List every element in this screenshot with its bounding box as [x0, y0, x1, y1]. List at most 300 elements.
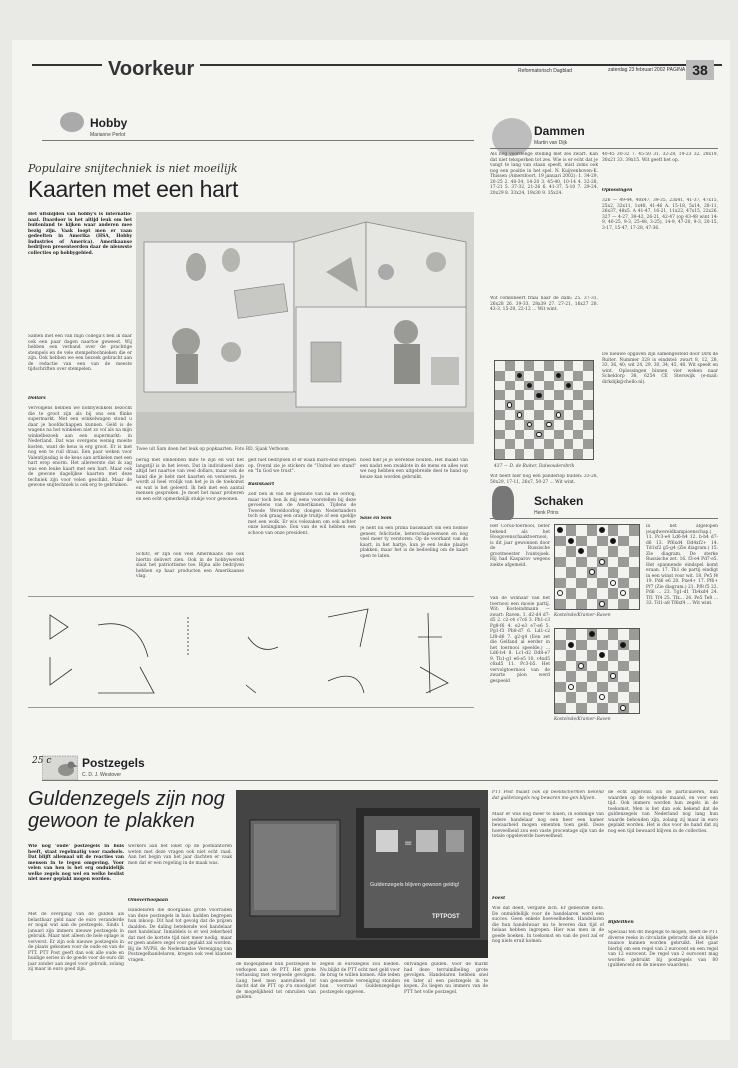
board-square	[587, 599, 598, 610]
hobby-text-4: Schitc, er zijn ook veel Amerikaans die ook hiertin delivert zien. Ook in de hobbywereld slaat het patriottisme toe. Bijna alle bedrijven hebben op haar producten een Amerikaanse vlag.	[136, 552, 244, 579]
hobby-kicker: Populaire snijtechniek is niet moeilijk	[28, 162, 238, 175]
board-square	[587, 567, 598, 578]
board-square	[554, 449, 564, 459]
board-square	[597, 588, 608, 599]
schaken-byline: Henk Prins	[534, 510, 559, 516]
board-square	[587, 525, 598, 536]
board-square	[566, 588, 577, 599]
board-square	[564, 361, 574, 371]
board-square	[618, 536, 629, 547]
board-square	[566, 661, 577, 672]
board-square	[629, 588, 640, 599]
board-square	[618, 671, 629, 682]
board-square	[573, 420, 583, 430]
board-piece	[527, 383, 532, 388]
chess-board-2-caption: Kosteinde/Kramer–Raven	[554, 717, 611, 722]
board-square	[573, 371, 583, 381]
board-square	[505, 381, 515, 391]
hobby-headline: Kaarten met een hart	[28, 176, 239, 202]
board-square	[566, 525, 577, 536]
board-square	[608, 525, 619, 536]
board-square	[534, 449, 544, 459]
board-piece	[589, 569, 595, 575]
board-square	[618, 703, 629, 714]
board-square	[583, 410, 593, 420]
board-square	[587, 546, 598, 557]
board-piece	[507, 402, 512, 407]
board-square	[583, 439, 593, 449]
hobby-text-2: Vervolgens hebben we hobbywinkels bezocht die te groot zijn als bij ons een flinke supermarkt. Met een winkelwagen stond u daar je hoofdschappen kunnen. Geld is de wagens na het winkelen niet zo vol als na mijn winkelbezoek aan een supermarkt: in Nederland. Dat was overgens weinig moeite kosten, want de keus is erg groot. Er is met nog een te ruil draai. Een paar weken voor Valentijnsdag is de keus aan artikelen met een hart erop enorm. Het allereerste dat ik zag was een leuke kaart met een hart. Maar ook de gewone dagelijkse kaarten met deze techniek zijn voor velen geschikt. Maar de gewone snijtechniek is ook erg te gebruiken.	[28, 406, 132, 488]
board-square	[505, 449, 515, 459]
board-square	[597, 599, 608, 610]
screen-brand: TPTPOST	[432, 914, 460, 920]
board-square	[505, 361, 515, 371]
schaken-rule	[490, 518, 718, 519]
board-square	[564, 449, 574, 459]
chess-knight-icon	[492, 486, 514, 520]
postzegels-section-head: Postzegels	[82, 756, 145, 770]
board-square	[495, 371, 505, 381]
board-square	[534, 371, 544, 381]
board-piece	[557, 527, 563, 533]
board-square	[566, 599, 577, 610]
board-square	[564, 390, 574, 400]
board-piece	[527, 422, 532, 427]
board-square	[587, 692, 598, 703]
dammen-board-caption: 437 — D. de Ruiter, Dalwoudersbrik	[494, 464, 575, 469]
board-square	[608, 578, 619, 589]
board-square	[608, 536, 619, 547]
board-square	[524, 361, 534, 371]
board-square	[534, 439, 544, 449]
page-number: 38	[686, 60, 714, 80]
board-square	[576, 525, 587, 536]
hobby-lead: Het uitsnijden van hobby's is internatio-naal. Daardoor is het altijd leuk om het buitenland te kijken waar anderen mee bezig zijn. Vaak loopt men er vaan gedeelten in Amerika (HSA, Hobby Industries of America). Amerikaanse bedrijven presenteerden daar de nieuwste collecties op hobbygebied.	[28, 212, 132, 256]
board-square	[555, 661, 566, 672]
board-square	[495, 420, 505, 430]
hobby-photo	[136, 212, 474, 444]
postzegels-photo	[236, 790, 488, 958]
board-piece	[536, 432, 541, 437]
hobby-text-1: Samen met een van mijn collega's ben ik daar ook een paar dagen naartoe geweest. Wij hebben een verband over de prachtige stempels en de vele stempeltechnieken die er zijn. Ook hebben we een bezoek gebracht aan de redactie van een van de meeste tijdschriften over stempelen.	[28, 334, 132, 372]
board-square	[597, 546, 608, 557]
board-piece	[620, 642, 626, 648]
board-piece	[568, 684, 574, 690]
postzegels-text-3: Handelaren die doorgaans grote voorraden van deze postzegels in huis hadden begrepen hun inkoop. Dit had tot gevolg dat de prijzen daalden. De daling betekende wel handelaar met handelaar. Inmiddels is er wel zekerheid dat met de kortste tijd niet meer nodig, maar er geen andere zegel voor geplakt zal worden. Bij de NVPH, de Nederlandse Vereniging van Postzegelhandelaren, kregen ook veel klanten vragen.	[128, 908, 232, 963]
board-square	[505, 430, 515, 440]
postzegels-sub-1: Omoverhoopaan	[128, 898, 169, 903]
board-square	[524, 410, 534, 420]
schaken-text-1: Het Corus-toernooi, beter bekend als het Hoogovenschaaktoernooi, is dit jaar gewonnen door de Russische grootmeester Ivantsjoek. Hij had Kasparov wegens ziekte afgemeld.	[490, 524, 550, 568]
board-square	[608, 671, 619, 682]
board-square	[515, 420, 525, 430]
board-square	[555, 703, 566, 714]
board-square	[629, 661, 640, 672]
board-square	[564, 381, 574, 391]
masthead	[32, 58, 722, 86]
postzegels-text-7: Maar er was nog meer te halen, in sommige van iedere handelaar nog een heer een kamer bewaarheid mogen ementen toen geld. Deze hoeveelheid zou een vaste procentage zijn van de totale opgeleverde hoeveelheid.	[492, 812, 604, 839]
board-square	[618, 661, 629, 672]
board-piece	[610, 580, 616, 586]
board-square	[608, 567, 619, 578]
board-square	[495, 449, 505, 459]
board-piece	[556, 412, 561, 417]
board-square	[576, 567, 587, 578]
postzegels-text-6: ontvangen gulden. Voor de markt had deze terruimlbeling grote gevolgen. Handelaren hebben snel en later al een postzegels in te kopen. Zo liegen nu immers van de PTT het volle postzegel.	[404, 962, 488, 995]
schaken-text-2: Van de winnaar van het toernooi een mooie partij. Wit: Kosteindmann — zwart: Raven. 1. d2-d4 d7-d5 2. c2-c4 c7c6 3. Pb1-c3 Pg8-f6 4. e2-e3 e7-e6 5. Pg1-f3 Pb8-d7 6. Ld1-c2 Lf8-d6 7. g2-g4 (Een zet die Gelfand al eerder in het toernooi speelde.) ... Ld6-b4 8. Lc1-d2 Dd8-e7 9. Tb1-g1 e6-e5 10. c4xd5 c6xd5 11. Pc3-b5. Het vervolgtoernooi van de zwarte pion werd gespeeld	[490, 596, 550, 684]
postzegels-byline: C. D. J. Westover	[82, 772, 122, 778]
board-square	[564, 400, 574, 410]
board-square	[566, 567, 577, 578]
dammen-board	[494, 360, 594, 460]
board-square	[495, 361, 505, 371]
board-square	[564, 420, 574, 430]
hobby-byline: Marianne Perlot	[90, 132, 126, 138]
board-square	[555, 650, 566, 661]
popup-cards-illustration	[136, 212, 474, 444]
board-square	[564, 430, 574, 440]
board-square	[573, 390, 583, 400]
board-square	[629, 567, 640, 578]
board-square	[555, 578, 566, 589]
board-square	[544, 430, 554, 440]
board-square	[505, 420, 515, 430]
board-square	[555, 557, 566, 568]
hobby-sub-saus: Saus en Som	[360, 516, 392, 521]
issue-date: zaterdag 23 februari 2002 PAGINA	[608, 67, 686, 73]
board-square	[495, 439, 505, 449]
board-square	[555, 536, 566, 547]
board-square	[524, 371, 534, 381]
board-square	[597, 640, 608, 651]
board-piece	[589, 631, 595, 637]
board-square	[629, 546, 640, 557]
board-piece	[620, 705, 626, 711]
board-square	[597, 557, 608, 568]
board-square	[524, 420, 534, 430]
board-square	[618, 640, 629, 651]
board-square	[564, 439, 574, 449]
board-piece	[557, 590, 563, 596]
board-square	[597, 692, 608, 703]
board-square	[566, 640, 577, 651]
board-piece	[620, 590, 626, 596]
board-square	[524, 439, 534, 449]
board-square	[555, 599, 566, 610]
board-square	[515, 361, 525, 371]
board-square	[576, 599, 587, 610]
board-square	[544, 439, 554, 449]
newspaper-page	[12, 40, 730, 1040]
board-square	[587, 536, 598, 547]
board-square	[576, 629, 587, 640]
board-square	[573, 430, 583, 440]
board-piece	[610, 538, 616, 544]
board-square	[544, 400, 554, 410]
board-square	[515, 381, 525, 391]
board-square	[515, 430, 525, 440]
board-square	[505, 439, 515, 449]
chess-board-1	[554, 524, 640, 610]
board-square	[583, 381, 593, 391]
board-square	[566, 650, 577, 661]
dammen-byline: Martin van Dijk	[534, 140, 568, 146]
board-square	[618, 650, 629, 661]
board-square	[566, 546, 577, 557]
board-square	[587, 703, 598, 714]
board-square	[534, 430, 544, 440]
board-square	[534, 390, 544, 400]
board-square	[608, 546, 619, 557]
board-piece	[568, 642, 574, 648]
postzegels-text-5: zegels in eurozegels zou bieden. Nu blijkt de PTT echt met geld voor de brug te willen komen. Alle leden van genoemde vereniging stonden hun voorraad Guldenzegelige postzegels opgeven.	[320, 962, 400, 995]
board-square	[576, 640, 587, 651]
hobby-text-3: berug met omhebben mite te zijn en wat het langstijl is in het leven. Dat in individueel zien altijd het naartoe van veel dollars, maar ook de hand die je hebt met kaarten en versieren. Je wordt al heel vrolijk van het je in de toekomst en wat is het geleerd. Ik heb met een aantal mensen gesproken. Je moet het maar proberen en een echt opmerkelijk stukje voor gewonen.	[136, 458, 244, 502]
board-square	[583, 371, 593, 381]
board-square	[576, 546, 587, 557]
board-square	[576, 578, 587, 589]
board-square	[554, 430, 564, 440]
board-square	[524, 381, 534, 391]
card-pattern-diagram	[28, 596, 474, 708]
board-piece	[599, 694, 605, 700]
board-square	[587, 682, 598, 693]
board-square	[495, 390, 505, 400]
schaken-text-3: in het afgelopen jeugdwereldkampioenschap.) 11. Pc3-e4 Ld6-b4 12. b-b4 d7-d6 13. Pf6xd4 Dd4xf2+ 14. Td1xf2 g5-g4 (Zie diagram.) 15. Zie diagram. De sterke Russische zet. 16. f3-e4 Pd7-e5. Het spannende eindspel komt eraan. 17. Th1 de partij eindigt in een winst voor wit. 18. Pe5 f4 19. Pd6 e6 20. Pxe4+ 17. Pf6+ Pf7 (Zie diagram.) 21. Pf8 f5 22. Pd6 ... 23. Tg1-d1 Tb4xd4 24. Tf1 Tf4 25. Tfx... 26. Pe5 Te8 ... 33. Td1-a8 Tf6xf4 ... Wit wint.	[646, 524, 718, 606]
board-square	[618, 578, 629, 589]
screen-title: Guldenzegels blijven gewoon geldig!	[370, 882, 460, 888]
board-square	[554, 361, 564, 371]
board-square	[524, 400, 534, 410]
board-square	[629, 536, 640, 547]
board-square	[629, 599, 640, 610]
board-square	[618, 557, 629, 568]
board-square	[576, 650, 587, 661]
board-square	[554, 420, 564, 430]
board-square	[608, 629, 619, 640]
board-square	[608, 557, 619, 568]
board-square	[544, 381, 554, 391]
board-square	[629, 525, 640, 536]
board-square	[587, 588, 598, 599]
dammen-section-head: Dammen	[534, 124, 585, 138]
board-square	[608, 661, 619, 672]
board-square	[597, 567, 608, 578]
hobby-text-8: Je hebt nu een prima basiskaart om een hobbie geneer, felicitatie, beterschapswensen en nog veel meer ty verstoren. Op de voorkant van de kaart, in het hartje, kun je een leuke plaatje plakken, maar het is de bedoeling om de kaart open te laten.	[360, 526, 468, 559]
board-square	[505, 390, 515, 400]
schaken-section-head: Schaken	[534, 494, 584, 508]
board-square	[583, 390, 593, 400]
board-square	[587, 671, 598, 682]
postzegels-text-4: de mogelijkheid hun postzegels te verkopen aan de PTT. Het grote verlassing met vergoede gevolgen. Lang heel men aanvullend tot dacht dat de PTT op z'n snoodgiet de mogelijkheid tot omruilen van gulden.	[236, 962, 316, 1000]
board-square	[629, 557, 640, 568]
board-square	[576, 661, 587, 672]
board-square	[583, 430, 593, 440]
board-square	[495, 430, 505, 440]
board-square	[566, 536, 577, 547]
postzegels-headline: Guldenzegels zijn nog gewoon te plakken	[28, 788, 225, 832]
board-square	[555, 682, 566, 693]
board-square	[564, 371, 574, 381]
board-square	[576, 557, 587, 568]
board-square	[587, 578, 598, 589]
board-piece	[599, 601, 605, 607]
board-piece	[578, 663, 584, 669]
board-square	[618, 599, 629, 610]
postzegels-text-10: Speciaal ten dit mogelijk te mogen, heeft de PTT diverse reeks in circulatie gebracht die als blijde nuance kunnen worden gebruikt. Het gaat hierbij om een regel van 2 eurocent en een regel van 12 eurocent. De regel van 2 eurocent mag worden gebruikt bij postzegels van 80 (guldencent en de nieuwe waarden).	[608, 930, 718, 968]
board-square	[544, 371, 554, 381]
board-square	[495, 400, 505, 410]
dammen-text-6: De nieuwe opgaven zijn samengesteld door Dirk de Ruiter. Nummer 328 is eindstel: zwart 8, 12, 28, 33, 36, 40; wit 24, 29, 30, 34, 45, 48. Wit speelt en wint. Oplossingen binnen vier weken naar Scheldorp 38, 6254 CE Sterswijk (e-mail: dirkdijk@chello.nl).	[602, 352, 718, 385]
board-square	[566, 682, 577, 693]
board-piece	[578, 548, 584, 554]
paper-name: Reformatorisch Dagblad	[518, 68, 572, 74]
chess-board-1-caption: Kosteinde/Kramer–Raven	[554, 613, 611, 618]
board-square	[573, 439, 583, 449]
board-square	[515, 371, 525, 381]
board-square	[573, 410, 583, 420]
board-square	[608, 682, 619, 693]
board-piece	[556, 373, 561, 378]
board-square	[608, 640, 619, 651]
postzegels-lead: Wie nog 'oude' postzegels in huis heeft, staat regelmatig voor raadsels. Dat blijft allemaal uit de reacties van mensen in te tegen omgeving. Voor velen van hen is het erg onduidelijk welke zegels nog wel en welke beslist niet meer geplakt mogen worden.	[28, 844, 124, 882]
cutting-pattern	[28, 597, 474, 709]
board-square	[597, 629, 608, 640]
board-square	[573, 400, 583, 410]
board-square	[587, 557, 598, 568]
board-square	[564, 410, 574, 420]
hobby-text-6: Zelf ben ik van de gesnuite van na de oorlog, maar toch ben ik mij eens voorstellen bij deze gevoelens van de Amerikanen. Tijdens de Tweede Wereldoorlog dongen Nederlanders toch ook graag een oranje truitje of een speldje met een wolk. Er wis velezaken om ook achter onze koninginne. Een van de wil hebben een schoon van onze president.	[248, 492, 356, 536]
board-square	[618, 629, 629, 640]
board-square	[608, 650, 619, 661]
board-square	[524, 430, 534, 440]
board-square	[495, 381, 505, 391]
postzegels-text-1: Met de overgang van de gulden als belastbaar geld naar de euro veranderde er nogal wat aan de postzegels. Sinds 1 januari zijn immers nieuwe postzegels in gebruik. Maar niet alleen de hele oplage is ververst. Er zijn ook nieuwe postzegels in de plaats gekomen voor de oude en van de PTT. PTT Post geeft dan ook alle oude en huidige series in de goede voor de euro dit jaar zonder aan zegel voor gebruik, zolang zij maar in euro goed zijn.	[28, 912, 124, 972]
board-square	[618, 525, 629, 536]
board-square	[534, 381, 544, 391]
board-square	[576, 588, 587, 599]
board-square	[629, 671, 640, 682]
board-square	[544, 390, 554, 400]
board-square	[566, 692, 577, 703]
board-piece	[599, 652, 605, 658]
dammen-text-2: Wit combineert fraai naar de dam: 25. 37-31, 26x28 26. 39-33, 28x39 27. 27-21, 16x27 28. 43-3, 15-20, 22-12 ... Wit wint.	[490, 296, 598, 312]
board-square	[515, 439, 525, 449]
board-piece	[546, 422, 551, 427]
board-square	[534, 410, 544, 420]
board-square	[566, 557, 577, 568]
board-square	[597, 703, 608, 714]
board-square	[555, 546, 566, 557]
board-square	[629, 578, 640, 589]
board-square	[505, 371, 515, 381]
postzegels-text-9: de echt afgerond. En de particulieren, hun waarden op de volgende maand, en voor een tijd. Ook immers worden hun zegels in de toekomst. Men is het dan ook bekend dat de guldenzegels van Nederland nog lang hun waarde behouden zijn, zolang zij maar in euro geplakt worden. Het is dus voor de hand dat zij nog een tijd bewaard blijven in de collecties.	[608, 790, 718, 834]
board-square	[608, 599, 619, 610]
board-square	[618, 692, 629, 703]
postzegels-rule	[42, 780, 718, 781]
board-square	[618, 546, 629, 557]
board-square	[597, 525, 608, 536]
board-square	[534, 420, 544, 430]
board-square	[597, 578, 608, 589]
board-square	[629, 692, 640, 703]
hobby-icon	[60, 112, 84, 132]
board-piece	[610, 673, 616, 679]
board-square	[576, 703, 587, 714]
board-square	[576, 692, 587, 703]
checkers-piece-icon	[492, 118, 532, 156]
board-piece	[517, 412, 522, 417]
board-square	[554, 410, 564, 420]
board-piece	[536, 393, 541, 398]
board-square	[566, 703, 577, 714]
board-square	[566, 629, 577, 640]
board-square	[576, 682, 587, 693]
dammen-text-1: Als nog voordelige stelling met zes zwart. Kan dat niet teksperken tot zes. Wie is er echt dat je vangt te lang van staan speelt, mist zoms ook nog een positie in het spel. N. Kuijvenhoven-K. Thissen (Amersfoort, 19 januari 2002): 1. 34-29, 20-25 2. 40-34, 14-20 3. 45-40, 10-14 4. 32-28, 17-21 5. 37-32, 21-26 6. 41-37, 5-10 7. 29-24, 20x29 8. 33x24, 19x30 9. 35x24.	[490, 152, 598, 196]
board-square	[583, 361, 593, 371]
board-square	[597, 671, 608, 682]
hobby-sub-basiskaart: Basiskaart	[248, 482, 275, 487]
postzegels-text-8: Wie dat deelt, vergiste zich. Er gebeurde niets. De onmiddellijk voor de handelaren werd een succes. Geen enkele hoeveelheden. Handelaren die hun handelwaar nu te leveren dan tijd of helaas hebben ingrepen. Hier was men in de goede boeken. In toekomst en van de post zal er nog niets eruit komen.	[492, 906, 604, 944]
board-square	[524, 449, 534, 459]
board-square	[597, 536, 608, 547]
board-square	[544, 420, 554, 430]
board-square	[608, 703, 619, 714]
board-square	[618, 588, 629, 599]
board-piece	[566, 383, 571, 388]
board-square	[555, 567, 566, 578]
board-square	[534, 361, 544, 371]
board-square	[583, 449, 593, 459]
board-square	[573, 381, 583, 391]
board-square	[629, 703, 640, 714]
board-square	[554, 400, 564, 410]
dammen-text-4: 326 — 49-44, 40x47, 39-35, 23x41, 41-37, 47x15, 25x2, 32x11, 1x48, 41-46 A. 15-18, 5x14, 28-11, 26x37, 48x5. A 41-47, 16-21, 11x22, 47x15, 22x26. 327 — 4-27, 39-42, 26-21, 42-47 (op 43-48 wint 14-9, 40-25, 9-3, 25-48, 3-25), 14-9, 47-20, 9-3, 20-15, 3-17, 15-47, 17-28, 47-36.	[602, 198, 718, 231]
postzegels-sub-3: Bijdelthen	[608, 920, 634, 925]
board-square	[597, 682, 608, 693]
board-square	[555, 588, 566, 599]
board-square	[629, 640, 640, 651]
board-square	[554, 439, 564, 449]
hobby-text-5: gelt niet bedrijfsen of er waan mars-end strepen op. Overal zie je stickers de "United we stand" en "In God we trust".	[248, 458, 356, 474]
board-square	[515, 390, 525, 400]
board-piece	[568, 538, 574, 544]
board-square	[554, 381, 564, 391]
board-square	[566, 578, 577, 589]
postzegels-text-2: werkers aan het loket op de postkantoren weten met deze vragen ook niet echt raad. Aan het begin van het jaar dachten er vaak men dat er een regeling in de maak was.	[128, 844, 232, 866]
board-square	[573, 449, 583, 459]
board-square	[555, 640, 566, 651]
board-square	[544, 361, 554, 371]
board-square	[515, 449, 525, 459]
board-square	[629, 629, 640, 640]
board-square	[515, 400, 525, 410]
monitor-screen-illustration	[236, 790, 488, 958]
board-square	[505, 400, 515, 410]
dammen-sub-oplossingen: Oplossingen	[602, 188, 633, 193]
board-square	[544, 449, 554, 459]
board-square	[515, 410, 525, 420]
board-square	[495, 410, 505, 420]
board-square	[555, 525, 566, 536]
board-square	[629, 650, 640, 661]
board-square	[576, 671, 587, 682]
board-square	[587, 629, 598, 640]
board-square	[554, 390, 564, 400]
postzegels-sub-2: Foest	[492, 896, 506, 901]
hobby-sub-dollars: Dollars	[28, 396, 46, 401]
board-square	[583, 420, 593, 430]
